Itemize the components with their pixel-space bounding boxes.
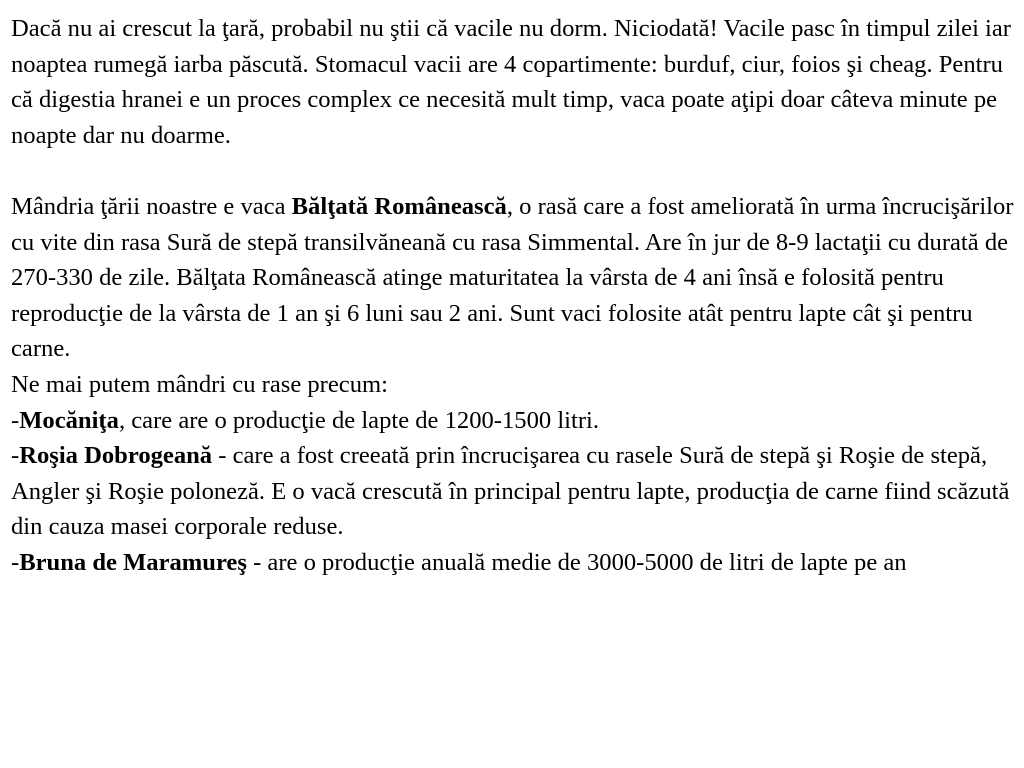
paragraph-baltata-romaneasca [11,189,1020,367]
breed-item-prefix: - [11,442,20,470]
paragraph-2-text-after: , o rasă care a fost ameliorată în urma încrucişărilor cu vite din rasa Sură de stepă transilvăneană cu rasa Simmental. Are în jur de 8-9 lactaţii cu durată de 270-330 de zile. Bălţata Românească atinge maturitatea la vârsta de 4 ani însă e folosită pentru reproducţie de la vârsta de 1 an şi 6 luni sau 2 ani. Sunt vaci folosite atât pentru lapte cât şi pentru carne. [11,192,1020,363]
breed-name-bruna-de-maramures: Bruna de Maramureş [19,548,247,576]
breed-item-bruna-de-maramures [11,545,1015,581]
breed-name-mocanita: Mocăniţa [19,406,119,434]
breed-item-rosia-dobrogeana [11,438,1015,545]
breeds-intro-line: Ne mai putem mândri cu rase precum: [11,370,388,398]
breed-item-prefix: - [11,406,20,434]
paragraph-cows-sleep: Dacă nu ai crescut la ţară, probabil nu ştii că vacile nu dorm. Niciodată! Vacile pasc în timpul zilei iar noaptea rumegă iarba păscută. Stomacul vacii are 4 copartimente: burduf, ciur, foios şi cheag. Pentru că digestia hranei e un proces complex ce necesită mult timp, vaca poate aţipi doar câteva minute pe noapte dar nu doarme. [11,15,1018,149]
breed-description-rosia-dobrogeana: - care a fost creeată prin încrucişarea cu rasele Sură de stepă şi Roşie de stepă, Angler şi Roşie poloneză. E o vacă crescută în principal pentru lapte, producţia de carne fiind scăzută din cauza masei corporale reduse. [11,442,1016,541]
breed-description-mocanita: , care are o producţie de lapte de 1200-1500 litri. [118,406,600,434]
breed-item-prefix: - [11,548,20,576]
breed-name-rosia-dobrogeana: Roşia Dobrogeană [19,442,213,470]
breed-name-baltata-romaneasca: Bălţată Românească [291,192,507,220]
paragraph-gap [11,153,1015,189]
breed-item-mocanita [11,403,1015,439]
text-block [11,11,1020,581]
paragraph-2-text-before: Mândria ţării noastre e vaca [11,192,292,220]
breed-description-bruna-de-maramures: - are o producţie anuală medie de 3000-5000 de litri de lapte pe an [246,548,907,576]
